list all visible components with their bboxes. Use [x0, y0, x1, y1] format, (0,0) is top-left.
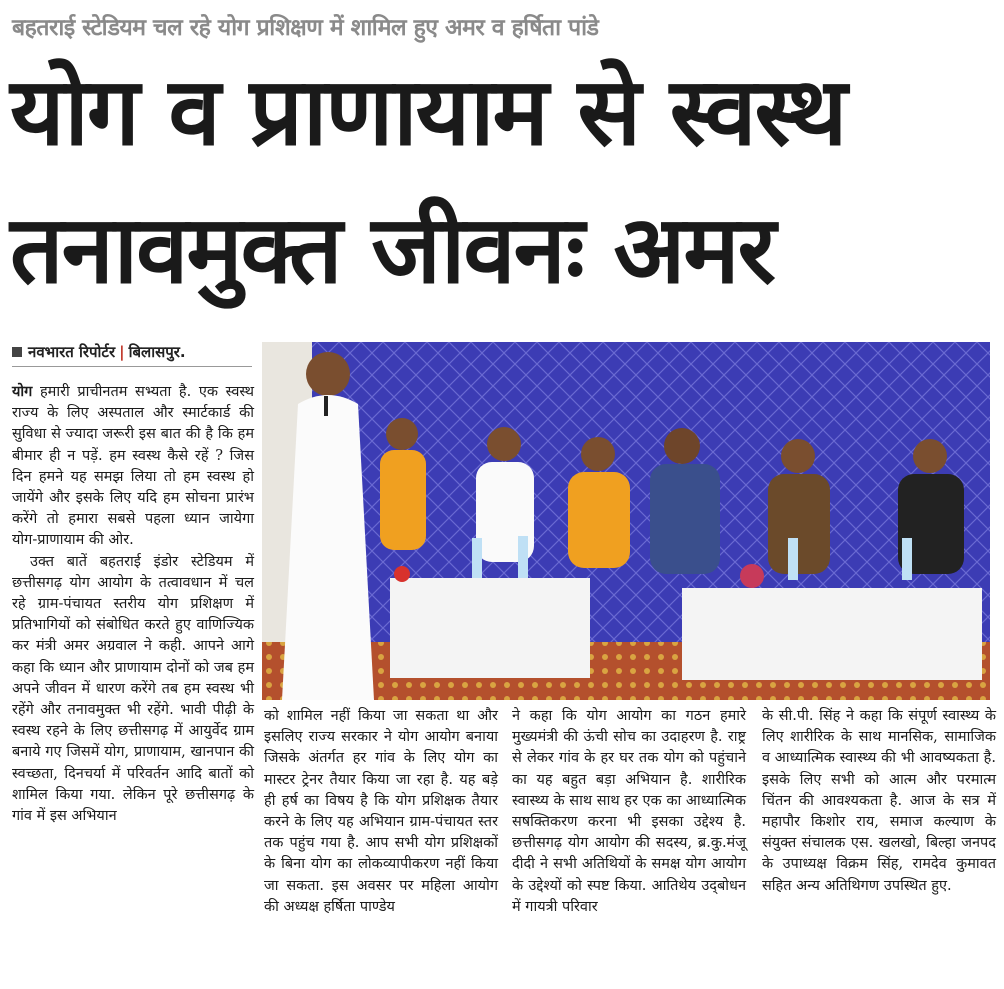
- paragraph-text: हमारी प्राचीनतम सभ्यता है. एक स्वस्थ राज्य के लिए अस्पताल और स्मार्टकार्ड की सुविधा से ज्यादा जरूरी इस बात की है कि हम बीमार ही न पड़ें. हम स्वस्थ कैसे रहें ? जिस दिन हमने यह समझ लिया तो हम स्वस्थ हो जायेंगे और इसके लिए यदि हम सोचना प्रारंभ करेंगे तो हमारा सबसे पहला ध्यान जायेगा योग-प्राणायाम की ओर.: [12, 384, 254, 549]
- lead-word: योग: [12, 384, 33, 400]
- byline-rule: [12, 366, 252, 367]
- byline-source: नवभारत रिपोर्टर: [28, 343, 116, 361]
- article-column-2: को शामिल नहीं किया जा सकता था और इसलिए राज्य सरकार ने योग आयोग बनाया जिसके अंतर्गत हर गांव के लिए योग का मास्टर ट्रेनर तैयार किया जा रहा है. यह बड़े ही हर्ष का विषय है कि योग प्रशिक्षक तैयार करने के लिए यह अभियान ग्राम-पंचायत स्तर तक पहुंच गया है. आप सभी योग प्रशिक्षकों के बिना योग का लोकव्यापीकरण नहीं किया जा सकता. इस अवसर पर महिला आयोग की अध्यक्ष हर्षिता पाण्डेय: [264, 708, 498, 915]
- article-column-1: [12, 382, 254, 827]
- byline-separator: |: [119, 343, 125, 361]
- article-column-3: ने कहा कि योग आयोग का गठन हमारे मुख्यमंत्री की ऊंची सोच का उदाहरण है. राष्ट्र से लेकर गांव के हर घर तक योग को पहुंचाने का यह बहुत बड़ा अभियान है. शारीरिक स्वास्थ्य के साथ साथ हर एक का आध्यात्मिक सषक्तिकरण करना भी इसका उद्देश्य है. छत्तीसगढ़ योग आयोग की सदस्य, ब्र.कु.मंजू दीदी ने सभी अतिथियों के समक्ष योग आयोग के उद्देश्यों को स्पष्ट किया. आतिथेय उद्‍बोधन में गायत्री परिवार: [512, 708, 746, 915]
- article-paragraph: [12, 382, 254, 552]
- event-photo: [262, 342, 990, 700]
- article-paragraph: उक्त बातें बहतराई इंडोर स्टेडियम में छत्तीसगढ़ योग आयोग के तत्वावधान में चल रहे ग्राम-पंचायत स्तरीय योग प्रशिक्षण में प्रतिभागियों को संबोधित करते हुए वाणिज्यिक कर मंत्री अमर अग्रवाल ने कही. आपने आगे कहा कि ध्यान और प्राणायाम दोनों को जब हम अपने जीवन में धारण करेंगे तब हम स्वस्थ भी रहेंगे और तनावमुक्त भी रहेंगे. भावी पीढ़ी के स्वस्थ रहने के लिए छत्तीसगढ़ में आयुर्वेद ग्राम बनाये गए जिसमें योग, प्राणायाम, खानपान की स्वच्छता, दिनचर्या में परिवर्तन आदि बातों को शामिल किया गया. लेकिन पूरे छत्तीसगढ़ के गांव में इस अभियान: [12, 553, 254, 825]
- byline-place: बिलासपुर.: [128, 343, 186, 361]
- article-column-4: के सी.पी. सिंह ने कहा कि संपूर्ण स्वास्थ्य के लिए शारीरिक के साथ मानसिक, सामाजिक व आध्यात्मिक स्वास्थ्य की भी आवष्यकता है. इसके लिए सभी को आत्म और परमात्म चिंतन की आवश्यकता है. आज के सत्र में महापौर किशोर राय, समाज कल्याण के संयुक्त संचालक एस. खलखो, बिल्हा जनपद के उपाध्यक्ष विक्रम सिंह, रामदेव कुमावत सहित अन्य अतिथिगण उपस्थित हुए.: [762, 708, 996, 894]
- headline-line-1: योग व प्राणायाम से स्वस्थ: [10, 58, 846, 167]
- byline: [12, 342, 186, 362]
- kicker-subheadline: बहतराई स्टेडियम चल रहे योग प्रशिक्षण में शामिल हुए अमर व हर्षिता पांडे: [12, 15, 599, 41]
- headline-line-2: तनावमुक्त जीवनः अमर: [10, 196, 774, 305]
- byline-bullet-icon: [12, 347, 22, 357]
